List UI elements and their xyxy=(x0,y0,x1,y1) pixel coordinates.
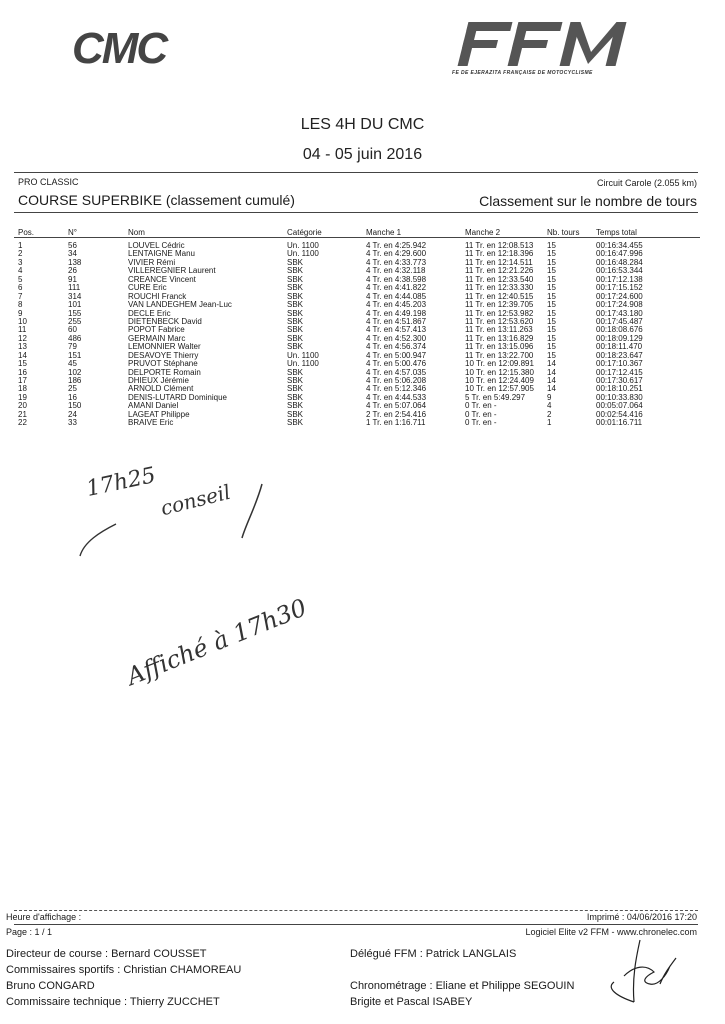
row-name: LEMONNIER Walter xyxy=(128,342,201,352)
header-name: Nom xyxy=(128,228,145,237)
row-heat-2: 11 Tr. en 12:14.511 xyxy=(465,257,533,267)
row-pos: 12 xyxy=(18,333,27,343)
staff-timekeeping-2: Brigite et Pascal ISABEY xyxy=(350,996,473,1008)
row-heat-1: 4 Tr. en 4:29.600 xyxy=(366,249,427,259)
staff-ffm-delegate: Délégué FFM : Patrick LANGLAIS xyxy=(350,948,517,960)
row-total-time: 00:10:33.830 xyxy=(596,392,643,402)
row-number: 102 xyxy=(68,367,82,377)
divider xyxy=(14,212,698,213)
row-total-time: 00:18:08.676 xyxy=(596,325,643,335)
row-heat-1: 4 Tr. en 4:41.822 xyxy=(366,283,427,293)
row-pos: 14 xyxy=(18,350,27,360)
race-category: PRO CLASSIC xyxy=(18,177,79,187)
header-heat-2: Manche 2 xyxy=(465,228,501,237)
row-heat-2: 0 Tr. en - xyxy=(465,418,497,428)
row-pos: 20 xyxy=(18,401,27,411)
row-pos: 18 xyxy=(18,384,27,394)
row-category: SBK xyxy=(287,300,304,310)
row-laps: 15 xyxy=(547,266,556,276)
row-total-time: 00:05:07.064 xyxy=(596,401,643,411)
row-heat-2: 5 Tr. en 5:49.297 xyxy=(465,392,526,402)
row-pos: 2 xyxy=(18,249,23,259)
row-laps: 1 xyxy=(547,418,552,428)
row-heat-2: 0 Tr. en - xyxy=(465,401,497,411)
row-number: 111 xyxy=(68,283,81,293)
row-pos: 19 xyxy=(18,392,27,402)
race-title: COURSE SUPERBIKE (classement cumulé) xyxy=(18,192,295,208)
row-heat-1: 4 Tr. en 4:57.035 xyxy=(366,367,427,377)
row-heat-2: 11 Tr. en 12:39.705 xyxy=(465,300,534,310)
row-number: 26 xyxy=(68,266,77,276)
circuit-info: Circuit Carole (2.055 km) xyxy=(596,178,697,188)
row-laps: 15 xyxy=(547,350,556,360)
row-category: SBK xyxy=(287,409,304,419)
divider xyxy=(14,172,698,173)
row-total-time: 00:17:24.600 xyxy=(596,291,643,301)
row-number: 16 xyxy=(68,392,77,402)
row-category: SBK xyxy=(287,367,304,377)
row-heat-1: 4 Tr. en 4:57.413 xyxy=(366,325,427,335)
row-number: 91 xyxy=(68,274,77,284)
row-category: Un. 1100 xyxy=(287,241,319,250)
row-pos: 9 xyxy=(18,308,23,318)
ffm-logo-subtitle: FE DE EJERAZITA FRANÇAISE DE MOTOCYCLISME xyxy=(452,70,593,76)
row-heat-2: 11 Tr. en 12:21.226 xyxy=(465,266,534,276)
printed-timestamp: Imprimé : 04/06/2016 17:20 xyxy=(586,912,697,922)
row-heat-2: 11 Tr. en 12:33.330 xyxy=(465,283,534,293)
row-name: DESAVOYE Thierry xyxy=(128,350,199,360)
row-total-time: 00:17:12.415 xyxy=(596,367,643,377)
row-total-time: 00:16:47.996 xyxy=(596,249,643,259)
handwritten-strokes-icon xyxy=(70,476,280,566)
row-laps: 15 xyxy=(547,300,556,310)
row-total-time: 00:18:09.129 xyxy=(596,333,643,343)
row-heat-1: 2 Tr. en 2:54.416 xyxy=(366,409,427,419)
row-number: 60 xyxy=(68,325,77,335)
row-number: 155 xyxy=(68,308,82,318)
row-heat-1: 4 Tr. en 4:25.942 xyxy=(366,241,427,250)
row-total-time: 00:16:53.344 xyxy=(596,266,643,276)
row-heat-2: 10 Tr. en 12:57.905 xyxy=(465,384,534,394)
row-name: DHIEUX Jérémie xyxy=(128,376,189,385)
row-heat-2: 11 Tr. en 13:16.829 xyxy=(465,333,534,343)
table-row xyxy=(18,419,700,427)
row-name: LAGEAT Philippe xyxy=(128,409,190,419)
row-laps: 14 xyxy=(547,384,556,394)
row-heat-2: 11 Tr. en 12:08.513 xyxy=(465,241,534,250)
row-total-time: 00:17:43.180 xyxy=(596,308,643,318)
row-heat-2: 11 Tr. en 12:33.540 xyxy=(465,274,534,284)
row-heat-2: 11 Tr. en 13:15.096 xyxy=(465,342,534,352)
row-category: Un. 1100 xyxy=(287,249,319,259)
row-heat-1: 4 Tr. en 5:06.208 xyxy=(366,376,427,385)
row-name: POPOT Fabrice xyxy=(128,325,185,335)
row-pos: 6 xyxy=(18,283,23,293)
row-number: 24 xyxy=(68,409,77,419)
row-laps: 15 xyxy=(547,257,556,267)
row-pos: 10 xyxy=(18,316,27,326)
row-name: DECLE Eric xyxy=(128,308,171,318)
row-name: CREANCE Vincent xyxy=(128,274,196,284)
row-number: 186 xyxy=(68,376,82,385)
row-heat-1: 4 Tr. en 4:32.118 xyxy=(366,266,426,276)
header-heat-1: Manche 1 xyxy=(366,228,402,237)
header-total-time: Temps total xyxy=(596,228,637,237)
row-name: DIETENBECK David xyxy=(128,316,202,326)
event-title: LES 4H DU CMC xyxy=(300,116,425,133)
row-name: VIVIER Rémi xyxy=(128,257,176,267)
row-total-time: 00:17:12.138 xyxy=(596,274,643,284)
row-heat-1: 4 Tr. en 4:44.085 xyxy=(366,291,427,301)
row-category: SBK xyxy=(287,418,304,428)
row-total-time: 00:02:54.416 xyxy=(596,409,643,419)
row-name: DENIS-LUTARD Dominique xyxy=(128,392,227,402)
row-heat-2: 11 Tr. en 12:53.620 xyxy=(465,316,534,326)
row-category: SBK xyxy=(287,333,304,343)
row-heat-1: 4 Tr. en 5:00.476 xyxy=(366,359,427,369)
row-laps: 4 xyxy=(547,401,552,411)
row-category: SBK xyxy=(287,392,304,402)
row-total-time: 00:17:15.152 xyxy=(596,283,643,293)
row-pos: 17 xyxy=(18,376,27,385)
row-heat-2: 11 Tr. en 13:11.263 xyxy=(465,325,533,335)
row-number: 138 xyxy=(68,257,82,267)
row-name: VILLEREGNIER Laurent xyxy=(128,266,216,276)
row-total-time: 00:17:30.617 xyxy=(596,376,643,385)
row-category: SBK xyxy=(287,291,304,301)
row-name: GERMAIN Marc xyxy=(128,333,186,343)
row-pos: 11 xyxy=(18,325,27,335)
row-name: VAN LANDEGHEM Jean-Luc xyxy=(128,300,232,310)
row-heat-1: 4 Tr. en 4:45.203 xyxy=(366,300,427,310)
row-laps: 9 xyxy=(547,392,552,402)
row-laps: 15 xyxy=(547,241,556,250)
row-pos: 22 xyxy=(18,418,27,428)
row-name: PRUVOT Stéphane xyxy=(128,359,198,369)
divider xyxy=(14,924,698,925)
row-number: 151 xyxy=(68,350,82,360)
row-number: 33 xyxy=(68,418,77,428)
row-number: 56 xyxy=(68,241,77,250)
row-laps: 15 xyxy=(547,283,556,293)
row-category: SBK xyxy=(287,316,304,326)
row-heat-2: 10 Tr. en 12:15.380 xyxy=(465,367,534,377)
row-heat-1: 4 Tr. en 5:12.346 xyxy=(366,384,427,394)
row-heat-1: 4 Tr. en 5:07.064 xyxy=(366,401,427,411)
staff-technical-commissioner: Commissaire technique : Thierry ZUCCHET xyxy=(6,996,220,1008)
footer-divider xyxy=(14,910,698,911)
row-heat-2: 11 Tr. en 12:53.982 xyxy=(465,308,534,318)
row-category: Un. 1100 xyxy=(287,350,319,360)
staff-timekeeping: Chronométrage : Eliane et Philippe SEGOUIN xyxy=(350,980,575,992)
row-pos: 8 xyxy=(18,300,23,310)
row-heat-1: 4 Tr. en 4:52.300 xyxy=(366,333,427,343)
row-number: 255 xyxy=(68,316,82,326)
row-total-time: 00:17:10.367 xyxy=(596,359,643,369)
ranking-type: Classement sur le nombre de tours xyxy=(479,193,697,209)
row-category: SBK xyxy=(287,342,304,352)
row-pos: 16 xyxy=(18,367,27,377)
row-total-time: 00:18:10.251 xyxy=(596,384,643,394)
row-category: SBK xyxy=(287,257,304,267)
row-category: SBK xyxy=(287,308,304,318)
row-heat-1: 4 Tr. en 4:33.773 xyxy=(366,257,427,267)
row-heat-2: 10 Tr. en 12:24.409 xyxy=(465,376,534,385)
header-laps: Nb. tours xyxy=(547,228,580,237)
row-laps: 15 xyxy=(547,342,556,352)
row-pos: 7 xyxy=(18,291,23,301)
header-category: Catégorie xyxy=(287,228,322,237)
row-total-time: 00:16:34.455 xyxy=(596,241,643,250)
row-name: DELPORTE Romain xyxy=(128,367,201,377)
row-name: BRAIVE Eric xyxy=(128,418,174,428)
row-name: ARNOLD Clément xyxy=(128,384,194,394)
row-name: ROUCHI Franck xyxy=(128,291,187,301)
row-laps: 15 xyxy=(547,274,556,284)
row-category: SBK xyxy=(287,325,304,335)
row-heat-2: 11 Tr. en 12:18.396 xyxy=(465,249,534,259)
row-number: 79 xyxy=(68,342,77,352)
staff-commissioner-2: Bruno CONGARD xyxy=(6,980,95,992)
row-name: CURE Eric xyxy=(128,283,167,293)
row-category: SBK xyxy=(287,274,304,284)
software-credit: Logiciel Elite v2 FFM - www.chronelec.com xyxy=(525,927,697,937)
row-heat-1: 4 Tr. en 4:49.198 xyxy=(366,308,427,318)
row-heat-1: 4 Tr. en 4:56.374 xyxy=(366,342,427,352)
row-pos: 3 xyxy=(18,257,23,267)
handwritten-signature-note: conseil xyxy=(158,479,233,521)
header-number: N° xyxy=(68,228,77,237)
row-total-time: 00:01:16.711 xyxy=(596,418,643,428)
signature-icon xyxy=(600,936,680,1008)
row-name: AMANI Daniel xyxy=(128,401,179,411)
row-heat-2: 11 Tr. en 12:40.515 xyxy=(465,291,534,301)
row-number: 45 xyxy=(68,359,77,369)
display-time-label: Heure d'affichage : xyxy=(6,912,82,922)
row-category: SBK xyxy=(287,283,304,293)
row-heat-1: 1 Tr. en 1:16.711 xyxy=(366,418,426,428)
staff-race-director: Directeur de course : Bernard COUSSET xyxy=(6,948,207,960)
staff-sporting-commissioners: Commissaires sportifs : Christian CHAMOREAU xyxy=(6,964,242,976)
row-pos: 5 xyxy=(18,274,23,284)
row-heat-1: 4 Tr. en 4:44.533 xyxy=(366,392,427,402)
row-laps: 14 xyxy=(547,367,556,377)
row-category: SBK xyxy=(287,266,304,276)
row-total-time: 00:17:45.487 xyxy=(596,316,643,326)
row-laps: 15 xyxy=(547,316,556,326)
row-laps: 14 xyxy=(547,376,556,385)
row-laps: 14 xyxy=(547,359,556,369)
row-pos: 1 xyxy=(18,241,23,250)
row-heat-2: 10 Tr. en 12:09.891 xyxy=(465,359,534,369)
event-date: 04 - 05 juin 2016 xyxy=(302,146,423,163)
row-pos: 4 xyxy=(18,266,23,276)
row-heat-1: 4 Tr. en 4:51.867 xyxy=(366,316,427,326)
row-name: LOUVEL Cédric xyxy=(128,241,185,250)
handwritten-posted-note: Affiché à 17h30 xyxy=(122,593,311,691)
row-laps: 15 xyxy=(547,291,556,301)
row-heat-1: 4 Tr. en 5:00.947 xyxy=(366,350,427,360)
header-pos: Pos. xyxy=(18,228,35,237)
row-laps: 2 xyxy=(547,409,552,419)
row-number: 34 xyxy=(68,249,77,259)
row-number: 150 xyxy=(68,401,82,411)
row-number: 25 xyxy=(68,384,77,394)
row-pos: 21 xyxy=(18,409,27,419)
row-number: 101 xyxy=(68,300,82,310)
row-total-time: 00:16:48.284 xyxy=(596,257,643,267)
row-total-time: 00:17:24.908 xyxy=(596,300,643,310)
page-number: Page : 1 / 1 xyxy=(6,927,53,937)
row-category: SBK xyxy=(287,376,304,385)
row-laps: 15 xyxy=(547,325,556,335)
results-rows xyxy=(18,242,700,428)
cmc-logo: CMC xyxy=(72,24,167,73)
row-category: SBK xyxy=(287,384,304,394)
row-heat-2: 11 Tr. en 13:22.700 xyxy=(465,350,534,360)
row-category: Un. 1100 xyxy=(287,359,319,369)
row-laps: 15 xyxy=(547,333,556,343)
header-underline xyxy=(14,237,700,238)
row-total-time: 00:18:23.647 xyxy=(596,350,643,360)
row-number: 486 xyxy=(68,333,82,343)
handwritten-time-note: 17h25 xyxy=(84,462,159,503)
row-laps: 15 xyxy=(547,249,556,259)
row-name: LENTAIGNE Manu xyxy=(128,249,195,259)
row-heat-2: 0 Tr. en - xyxy=(465,409,497,419)
row-number: 314 xyxy=(68,291,82,301)
row-heat-1: 4 Tr. en 4:38.598 xyxy=(366,274,427,284)
row-pos: 13 xyxy=(18,342,27,352)
row-category: SBK xyxy=(287,401,304,411)
row-laps: 15 xyxy=(547,308,556,318)
row-pos: 15 xyxy=(18,359,27,369)
row-total-time: 00:18:11.470 xyxy=(596,342,643,352)
